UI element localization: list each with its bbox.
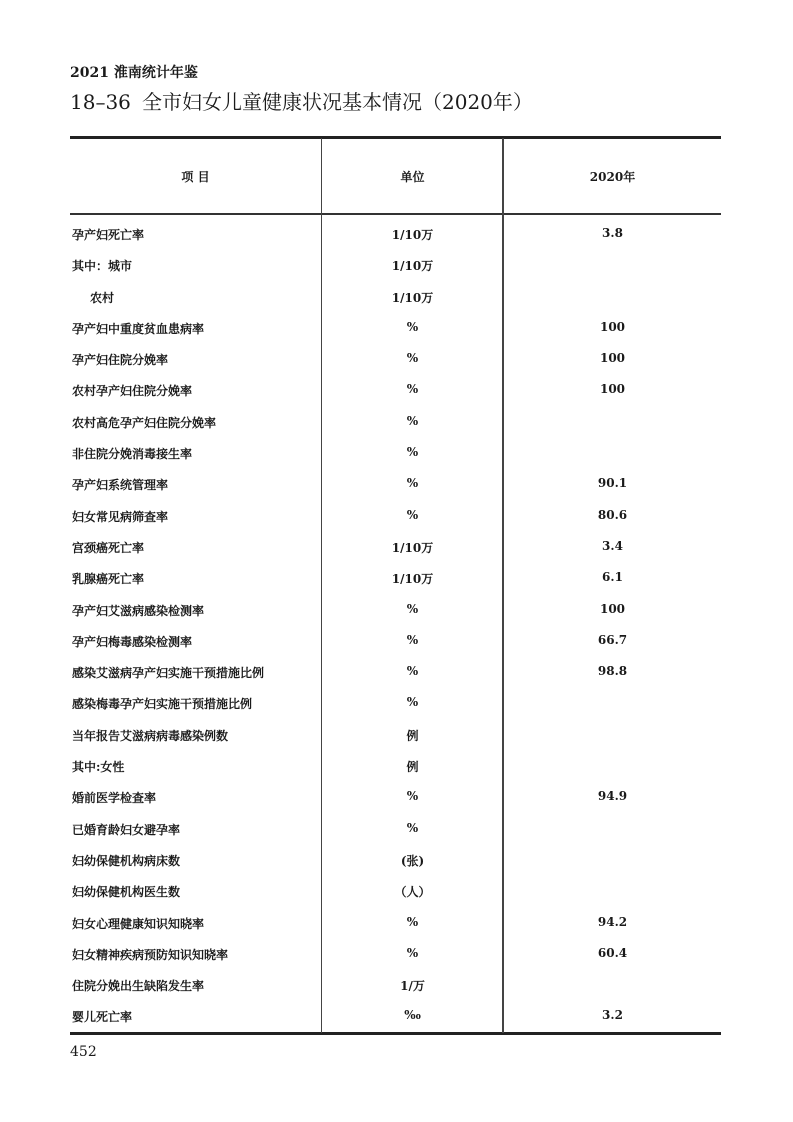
table-row [70,568,721,599]
row-unit: 1/10万 [391,290,434,305]
row-item: 当年报告艾滋病病毒感染例数 [72,728,229,743]
row-unit: 1/万 [400,979,425,994]
row-item: 孕产妇死亡率 [72,228,145,242]
table-row [70,224,721,255]
row-item: 宫颈癌死亡率 [72,540,145,555]
row-item: 乳腺癌死亡率 [72,572,145,587]
table-title-text: 全市妇女儿童健康状况基本情况（2020年） [142,90,533,114]
row-item: 孕产妇梅毒感染检测率 [72,634,193,649]
row-unit: % [406,351,419,366]
table-row [70,975,721,1006]
row-value: 100 [599,319,626,334]
row-unit: % [406,413,419,428]
row-value: 3.2 [602,1008,623,1023]
row-item: 农村孕产妇住院分娩率 [72,384,193,399]
row-unit: 1/10万 [391,540,434,555]
row-unit: % [406,382,419,397]
table-row [70,287,721,318]
table-title [70,86,533,115]
table-row [70,255,721,286]
column-header-unit: 单位 [400,170,425,184]
table-body [70,224,721,1038]
table-row [70,537,721,568]
row-unit: % [406,507,419,522]
row-value: 60.4 [597,945,628,960]
row-value: 90.1 [597,476,628,491]
row-item: 妇女常见病筛查率 [72,509,169,524]
row-item: 农村 [90,290,115,305]
table-row [70,1006,721,1037]
table-number: 18–36 [70,90,131,114]
row-unit: % [406,632,419,647]
row-unit: % [406,695,419,710]
table-row [70,850,721,881]
row-item: 感染梅毒孕产妇实施干预措施比例 [72,697,253,712]
row-unit: % [406,601,419,616]
row-value: 66.7 [597,632,628,647]
row-unit: 例 [406,728,419,743]
row-item: 农村高危孕产妇住院分娩率 [72,415,217,430]
row-item: 感染艾滋病孕产妇实施干预措施比例 [72,666,265,681]
row-item: 孕产妇住院分娩率 [72,353,169,368]
row-item: 其中：城市 [72,259,133,274]
row-item: 孕产妇艾滋病感染检测率 [72,603,205,618]
row-unit: (张) [400,853,425,868]
book-title: 2021 淮南统计年鉴 [70,65,198,81]
row-item: 已婚育龄妇女避孕率 [72,822,181,837]
table-row [70,349,721,380]
table-row [70,506,721,537]
table-row [70,662,721,693]
row-value: 100 [599,382,626,397]
row-value: 3.4 [602,538,623,553]
header-bottom-rule [70,213,721,215]
row-unit: % [406,664,419,679]
row-unit: 例 [406,760,419,775]
row-value: 100 [599,351,626,366]
row-unit: % [406,789,419,804]
row-value: 94.9 [597,789,628,804]
row-item: 孕产妇系统管理率 [72,478,169,493]
row-item: 妇女精神疾病预防知识知晓率 [72,947,229,962]
table-row [70,756,721,787]
table-row [70,881,721,912]
page-number: 452 [70,1044,97,1060]
row-unit: % [406,319,419,334]
table-row [70,787,721,818]
row-unit: （人） [394,885,431,900]
row-item: 妇幼保健机构病床数 [72,853,181,868]
row-unit: % [406,476,419,491]
row-unit: 1/10万 [391,572,434,587]
table-row [70,631,721,662]
row-unit: % [406,945,419,960]
row-item: 非住院分娩消毒接生率 [72,447,193,462]
table-row [70,443,721,474]
table-top-rule [70,136,721,139]
row-value: 98.8 [597,664,628,679]
table-row [70,819,721,850]
row-item: 孕产妇中重度贫血患病率 [72,321,205,336]
table-row [70,944,721,975]
row-item: 住院分娩出生缺陷发生率 [72,979,205,994]
table-row [70,693,721,724]
row-unit: % [406,445,419,460]
table-row [70,380,721,411]
table-row [70,725,721,756]
row-item: 妇幼保健机构医生数 [72,885,181,900]
column-header-year: 2020年 [589,170,636,184]
row-item: 其中:女性 [72,760,125,775]
table-row [70,412,721,443]
row-value: 100 [599,601,626,616]
row-item: 婚前医学检查率 [72,791,157,806]
row-unit: 1/10万 [391,259,434,274]
row-unit: ‰ [404,1008,421,1023]
table-row [70,913,721,944]
table-row [70,474,721,505]
row-unit: % [406,820,419,835]
row-item: 妇女心理健康知识知晓率 [72,916,205,931]
row-item: 婴儿死亡率 [72,1010,133,1025]
row-value: 80.6 [597,507,628,522]
table-row [70,318,721,349]
row-value: 3.8 [602,226,623,240]
table-row [70,600,721,631]
row-value: 6.1 [602,570,623,585]
row-value: 94.2 [597,914,628,929]
row-unit: % [406,914,419,929]
row-unit: 1/10万 [391,228,434,242]
column-header-item: 项 目 [181,170,210,184]
